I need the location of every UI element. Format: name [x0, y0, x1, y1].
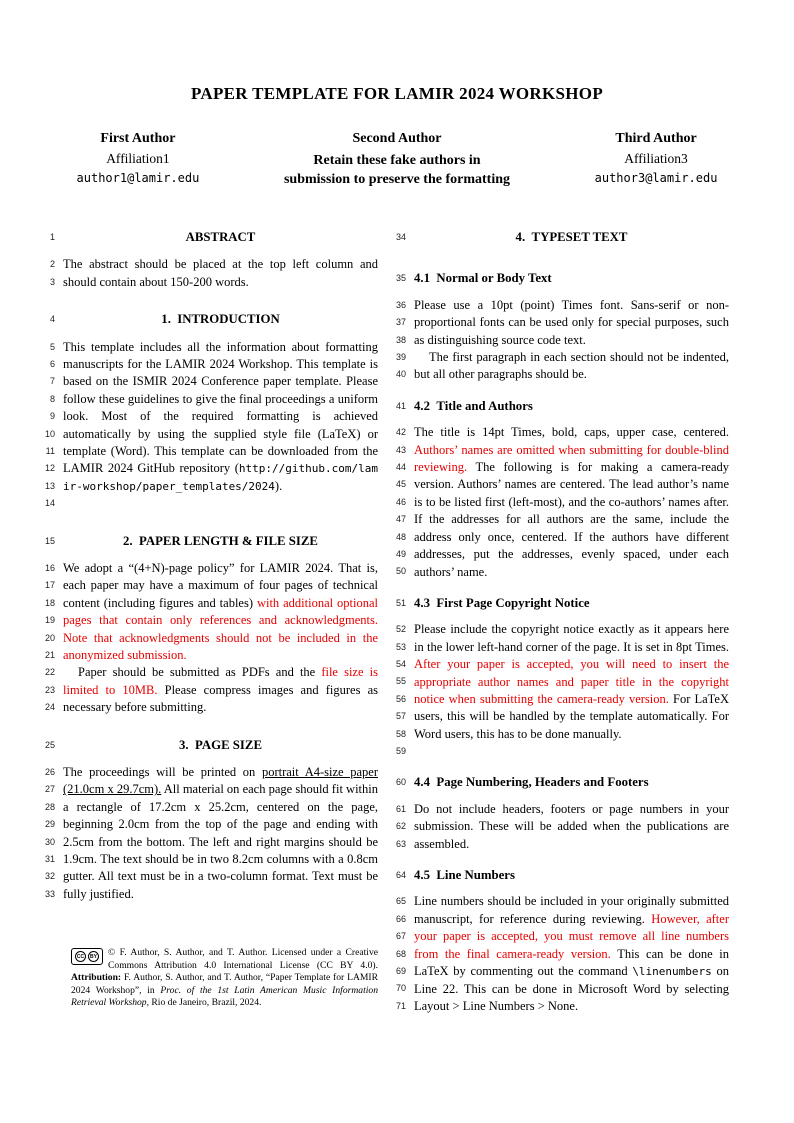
text-segment: portrait A4-size paper (21.0cm x 29.7cm).: [63, 765, 379, 797]
paragraph-text: [414, 893, 729, 1015]
line-number: 2: [49, 259, 55, 270]
line-numbers: [43, 664, 63, 716]
line-number: 3: [49, 276, 55, 287]
line-number: 57: [395, 711, 406, 722]
author-email: author3@lamir.edu: [594, 171, 718, 185]
line-number: 51: [395, 597, 406, 608]
section-heading: 4.5 Line Numbers: [414, 868, 515, 883]
line-numbers: [43, 339, 63, 513]
text-segment: The abstract should be placed at the top left column and should contain about 150-200 words.: [63, 257, 378, 289]
author-email: author1@lamir.edu: [76, 171, 200, 185]
line-number: 41: [395, 400, 406, 411]
line-number: 43: [395, 444, 406, 455]
heading-block: [394, 398, 729, 415]
line-number: 67: [395, 931, 406, 942]
line-number: 26: [44, 767, 55, 777]
line-number: 47: [395, 514, 406, 525]
text-segment: Attribution:: [71, 972, 124, 984]
line-number: 46: [395, 496, 406, 507]
heading-block: [394, 270, 729, 287]
text-segment: Paper should be submitted as PDFs and the: [78, 665, 322, 680]
text-segment: The following is for making a camera-ready version. Authors’ names are centered. The lead author’s name is to be listed first (left-most), and the co-authors’ names after. If the addresses for all authors are the same, include the address only once, centered. If the authors have different addresses, put the addresses, evenly spaced, under each authors’ name.: [414, 460, 729, 579]
line-number: 19: [44, 615, 55, 626]
paragraph-block: [394, 349, 729, 384]
line-number: 69: [395, 966, 406, 977]
paragraph-block: [394, 893, 729, 1015]
line-number: 63: [395, 838, 406, 849]
line-number: 49: [395, 548, 406, 559]
line-number: 17: [44, 580, 55, 591]
section-heading: 1. INTRODUCTION: [161, 312, 280, 327]
line-number: 60: [395, 777, 406, 788]
text-segment: file size is limited to 10MB.: [63, 665, 378, 697]
line-numbers: [394, 595, 414, 612]
paragraph-block: [394, 801, 729, 853]
text-segment: The title is 14pt Times, bold, caps, upper case, centered.: [414, 425, 729, 440]
author-name: First Author: [100, 131, 176, 146]
line-number: 59: [395, 746, 406, 757]
line-number: 55: [395, 676, 406, 687]
paragraph-text: [63, 664, 378, 716]
paragraph-block: [43, 664, 378, 716]
line-numbers: [43, 311, 63, 328]
line-number: 39: [395, 352, 406, 363]
author-note: submission to preserve the formatting: [283, 172, 511, 187]
paragraph-text: [414, 621, 729, 760]
paragraph-text: [414, 424, 729, 581]
line-number: 12: [44, 463, 55, 474]
line-number: 6: [49, 359, 55, 370]
author-name: Second Author: [352, 131, 442, 146]
line-number: 30: [44, 836, 55, 847]
author-first: [30, 131, 246, 185]
line-number: 33: [44, 888, 55, 899]
line-numbers: [394, 424, 414, 581]
line-number: 32: [44, 871, 55, 882]
text-segment: with additional optional pages that contain only references and acknowledgments. Note that acknowledgments should not be included in the anonymized submission.: [63, 595, 378, 662]
cc-license-badge: [71, 948, 103, 965]
paragraph-block: [394, 621, 729, 760]
paragraph-block: [43, 764, 378, 903]
line-number: 40: [395, 369, 406, 380]
line-numbers: [394, 621, 414, 760]
body-columns: [43, 229, 729, 1015]
author-note: Retain these fake authors in: [313, 153, 481, 168]
line-number: 9: [49, 411, 55, 422]
line-number: 58: [395, 728, 406, 739]
line-numbers: [394, 774, 414, 791]
text-segment: \linenumbers: [632, 965, 712, 979]
line-numbers: [43, 533, 63, 550]
heading-block: [394, 595, 729, 612]
line-number: 52: [395, 624, 406, 635]
line-number: 29: [44, 819, 55, 830]
link[interactable]: http://github.com/lamir-workshop/paper_templates/2024: [63, 462, 378, 493]
line-number: 35: [395, 273, 406, 284]
line-number: 50: [395, 566, 406, 577]
paragraph-block: [394, 297, 729, 349]
heading-block: [394, 229, 729, 246]
author-affiliation: Affiliation1: [106, 151, 170, 166]
text-segment: The first paragraph in each section should not be indented, but all other paragraphs should be.: [414, 350, 729, 382]
paragraph-text: [414, 349, 729, 384]
copyright-footer: [71, 947, 378, 1010]
line-number: 4: [49, 314, 55, 325]
heading-block: [43, 533, 378, 550]
text-segment: Proc. of the 1st Latin American Music Information Retrieval Workshop,: [71, 984, 379, 1009]
text-segment: Please use a 10pt (point) Times font. Sans-serif or non-proportional fonts can be used only for special purposes, such as distinguishing source code text.: [414, 297, 729, 347]
line-number: 27: [44, 784, 55, 795]
line-numbers: [394, 297, 414, 349]
line-number: 54: [395, 659, 406, 670]
paragraph-text: [414, 297, 729, 349]
right-column: [394, 229, 729, 1015]
paper-title: PAPER TEMPLATE FOR LAMIR 2024 WORKSHOP: [190, 84, 604, 103]
heading-block: [43, 229, 378, 246]
paragraph-block: [394, 424, 729, 581]
paragraph-block: [43, 339, 378, 513]
section-heading: 2. PAPER LENGTH & FILE SIZE: [123, 533, 318, 548]
line-number: 71: [395, 1000, 406, 1011]
line-numbers: [394, 398, 414, 415]
line-number: 13: [44, 480, 55, 491]
text-segment: Authors’ names are omitted when submitting for double-blind reviewing.: [414, 442, 729, 475]
line-numbers: [394, 270, 414, 287]
by-icon: BY: [88, 951, 99, 962]
author-affiliation: Affiliation3: [624, 151, 688, 166]
line-number: 11: [45, 445, 55, 456]
line-numbers: [43, 229, 63, 246]
author-second: [246, 131, 548, 189]
line-numbers: [394, 893, 414, 1015]
line-numbers: [43, 560, 63, 664]
text-segment: This template includes all the information about formatting manuscripts for the LAMIR 2024 Workshop. This template is based on the ISMIR 2024 Conference paper template. Please follow these guidelines to give the final proceedings a uniform look. Most of the required formatting is achieved automatically by using the supplied style file (LaTeX) or template (Word). This template can be downloaded from the LAMIR 2024 GitHub repository (: [63, 339, 378, 476]
heading-block: [43, 311, 378, 328]
heading-block: [43, 737, 378, 754]
line-numbers: [394, 349, 414, 384]
line-number: 5: [49, 341, 55, 352]
line-numbers: [394, 229, 414, 246]
section-heading: 4.1 Normal or Body Text: [414, 271, 552, 286]
paragraph-block: [43, 256, 378, 291]
paragraph-text: [414, 801, 729, 853]
text-segment: Please compress images and figures as necessary before submitting.: [63, 682, 378, 715]
line-number: 38: [395, 334, 406, 345]
line-numbers: [43, 256, 63, 291]
author-name: Third Author: [615, 131, 697, 146]
text-segment: ).: [274, 478, 283, 493]
heading-block: [394, 867, 729, 884]
section-heading: ABSTRACT: [185, 230, 256, 244]
text-segment: All material on each page should fit within a rectangle of 17.2cm x 25.2cm, centered on the page, beginning 2.0cm from the top of the page and ending with 2.5cm from the bottom. The left and right margins should be 1.9cm. The text should be in two 8.2cm columns with a 0.8cm gutter. All text must be in a two-column format. Text must be fully justified.: [63, 782, 378, 901]
line-number: 8: [49, 393, 55, 404]
line-number: 66: [395, 913, 406, 924]
line-number: 68: [395, 948, 406, 959]
line-numbers: [43, 764, 63, 903]
line-number: 44: [395, 462, 406, 473]
line-number: 16: [44, 562, 55, 573]
line-number: 15: [44, 535, 55, 546]
author-third: [548, 131, 764, 185]
line-number: 42: [395, 427, 406, 438]
line-number: 22: [44, 667, 55, 678]
line-number: 37: [395, 317, 406, 328]
section-heading: 4. TYPESET TEXT: [515, 230, 628, 244]
line-number: 23: [44, 684, 55, 695]
paragraph-text: [63, 764, 378, 903]
line-number: 48: [395, 531, 406, 542]
text-segment: Line numbers should be included in your originally submitted manuscript, for reference during reviewing.: [414, 894, 729, 926]
line-number: 56: [395, 693, 406, 704]
text-segment: We adopt a “(4+N)-page policy” for LAMIR 2024. That is, each paper may have a maximum of four pages of technical content (including figures and tables): [63, 560, 378, 610]
line-number: 62: [395, 821, 406, 832]
line-number: 25: [44, 739, 55, 750]
line-numbers: [43, 737, 63, 754]
section-heading: 4.4 Page Numbering, Headers and Footers: [414, 775, 649, 790]
line-number: 70: [395, 983, 406, 994]
paragraph-text: [63, 339, 378, 513]
line-number: 20: [44, 632, 55, 643]
line-number: 61: [395, 803, 406, 814]
line-number: 31: [44, 853, 55, 864]
text-segment: © F. Author, S. Author, and T. Author. Licensed under a Creative Commons Attribution 4.0 International License (CC BY 4.0).: [108, 947, 378, 971]
authors-block: [30, 131, 764, 189]
text-segment: This can be done in LaTeX by commenting out the command: [414, 946, 729, 979]
text-segment: Rio de Janeiro, Brazil, 2024.: [148, 997, 262, 1009]
line-number: 34: [395, 232, 406, 242]
cc-icon: CC: [75, 951, 86, 962]
line-number: 1: [49, 232, 55, 242]
section-heading: 3. PAGE SIZE: [179, 737, 262, 752]
paragraph-block: [43, 560, 378, 664]
line-number: 10: [44, 428, 55, 439]
line-numbers: [394, 801, 414, 853]
line-number: 65: [395, 896, 406, 907]
text-segment: on Line 22. This can be done in Microsoft Word by selecting Layout > Line Numbers > None.: [414, 964, 730, 1013]
left-column: [43, 229, 378, 1015]
line-number: 24: [44, 702, 55, 713]
text-segment: However, after your paper is accepted, you must remove all line numbers from the final camera-ready version.: [414, 911, 729, 961]
line-number: 45: [395, 479, 406, 490]
line-number: 64: [395, 870, 406, 881]
text-segment: F. Author, S. Author, and T. Author, “Paper Template for LAMIR 2024 Workshop”, in: [71, 972, 379, 996]
text-segment: For LaTeX users, this will be handled by the template automatically. For Word users, this has to be done manually.: [414, 691, 729, 741]
text-segment: The proceedings will be printed on: [63, 765, 262, 779]
line-numbers: [394, 867, 414, 884]
line-number: 21: [44, 649, 55, 660]
line-number: 7: [49, 376, 55, 387]
text-segment: After your paper is accepted, you will need to insert the appropriate author names and paper title in the copyright notice when submitting the camera-ready version.: [414, 657, 729, 706]
line-number: 14: [44, 498, 55, 509]
line-number: 18: [44, 597, 55, 608]
section-heading: 4.2 Title and Authors: [414, 398, 533, 413]
line-number: 53: [395, 641, 406, 652]
text-segment: Do not include headers, footers or page numbers in your submission. These will be added when the publications are assembled.: [414, 801, 729, 851]
paragraph-text: [63, 256, 378, 291]
heading-block: [394, 774, 729, 791]
paragraph-text: [63, 560, 378, 664]
line-number: 28: [44, 801, 55, 812]
section-heading: 4.3 First Page Copyright Notice: [414, 595, 590, 610]
line-number: 36: [395, 299, 406, 310]
text-segment: Please include the copyright notice exactly as it appears here in the lower left-hand corner of the page. It is set in 8pt Times.: [414, 622, 729, 654]
footer-text: [71, 947, 378, 1008]
